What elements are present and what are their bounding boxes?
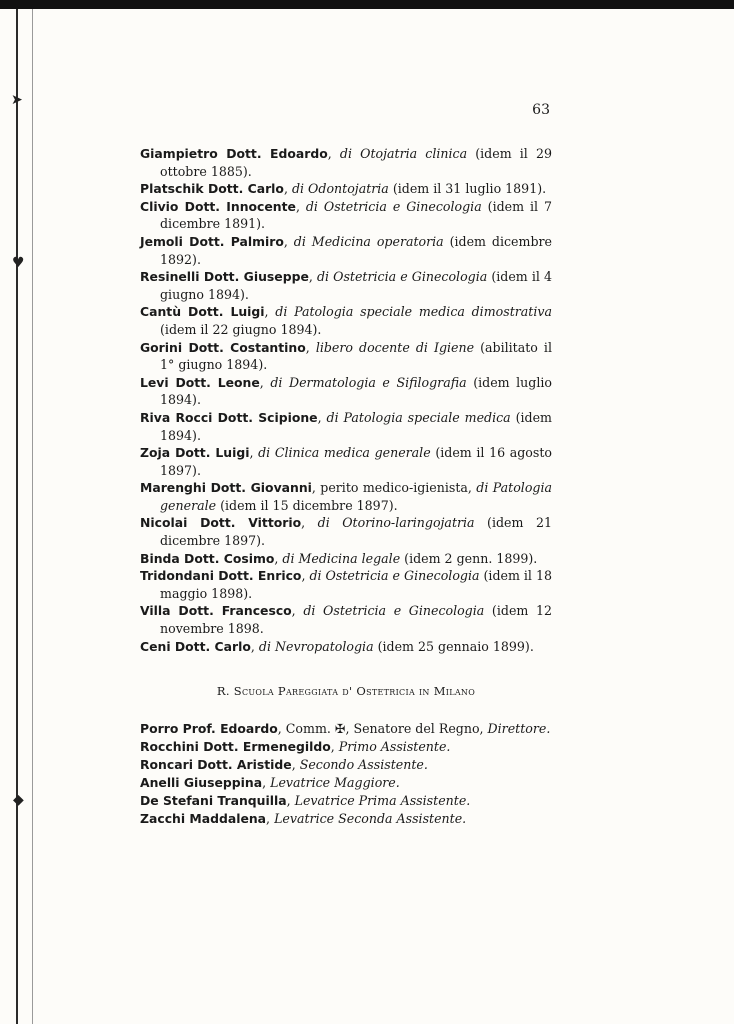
list-item: Gorini Dott. Costantino, libero docente di Igiene (abilitato il 1° giugno 1894). — [140, 339, 552, 373]
entry-name: Levi Dott. Leone — [140, 374, 260, 390]
staff-list — [140, 720, 552, 828]
entry-name: Marenghi Dott. Giovanni — [140, 480, 312, 496]
entry-name: Rocchini Dott. Ermenegildo — [140, 739, 331, 754]
entry-name: Cantù Dott. Luigi — [140, 304, 265, 320]
entry-name: Zacchi Maddalena — [140, 811, 267, 826]
entry-name: Riva Rocci Dott. Scipione — [140, 409, 318, 425]
entry-name: Binda Dott. Cosimo — [140, 550, 275, 566]
page-number: 63 — [532, 102, 550, 118]
scan-binding-edge — [16, 9, 18, 1024]
entry-name: Jemoli Dott. Palmiro — [140, 233, 284, 249]
entry-name: Porro Prof. Edoardo — [140, 721, 278, 736]
list-item: Nicolai Dott. Vittorio, di Otorino-laringojatria (idem 21 dicembre 1897). — [140, 515, 552, 549]
binding-clip-icon: ♥ — [12, 255, 25, 271]
list-item: De Stefani Tranquilla, Levatrice Prima Assistente. — [140, 793, 471, 808]
entry-name: Zoja Dott. Luigi — [140, 445, 250, 461]
section-heading: R. Scuola Pareggiata d' Ostetricia in Milano — [216, 684, 476, 698]
entry-name: Anelli Giuseppina — [140, 775, 263, 790]
list-item: Marenghi Dott. Giovanni, perito medico-igienista, di Patologia generale (idem il 15 dicembre 1897). — [140, 480, 553, 513]
list-item: Binda Dott. Cosimo, di Medicina legale (idem 2 genn. 1899). — [140, 550, 538, 566]
list-item: Villa Dott. Francesco, di Ostetricia e Ginecologia (idem 12 novembre 1898. — [140, 603, 552, 637]
entry-name: Platschik Dott. Carlo — [140, 181, 284, 197]
list-item: Jemoli Dott. Palmiro, di Medicina operatoria (idem dicembre 1892). — [140, 233, 552, 267]
list-item: Platschik Dott. Carlo, di Odontojatria (idem il 31 luglio 1891). — [140, 181, 547, 197]
cross-icon: ✠ — [334, 721, 346, 736]
list-item: Zacchi Maddalena, Levatrice Seconda Assistente. — [140, 811, 467, 826]
list-item: Levi Dott. Leone, di Dermatologia e Sifilografia (idem luglio 1894). — [140, 374, 552, 408]
list-item: Tridondani Dott. Enrico, di Ostetricia e Ginecologia (idem il 18 maggio 1898). — [140, 568, 552, 601]
entry-name: Villa Dott. Francesco — [140, 603, 292, 619]
list-item: Clivio Dott. Innocente, di Ostetricia e Ginecologia (idem il 7 dicembre 1891). — [140, 198, 552, 232]
lecturers-list — [140, 145, 552, 655]
list-item: Giampietro Dott. Edoardo, di Otojatria clinica (idem il 29 ottobre 1885). — [140, 146, 553, 179]
scan-binding-shadow — [32, 9, 33, 1024]
list-item: Cantù Dott. Luigi, di Patologia speciale medica dimostrativa (idem il 22 giugno 1894). — [140, 304, 552, 337]
list-item: Roncari Dott. Aristide, Secondo Assistente. — [140, 757, 428, 772]
list-item: Porro Prof. Edoardo, Comm. ✠, Senatore del Regno, Direttore. — [140, 721, 551, 736]
entry-name: Resinelli Dott. Giuseppe — [140, 269, 309, 285]
entry-name: De Stefani Tranquilla — [140, 793, 287, 808]
entry-name: Giampietro Dott. Edoardo — [140, 146, 328, 161]
entry-name: Clivio Dott. Innocente — [140, 198, 296, 214]
scan-top-border — [0, 0, 734, 9]
list-item: Zoja Dott. Luigi, di Clinica medica generale (idem il 16 agosto 1897). — [140, 445, 552, 478]
entry-name: Tridondani Dott. Enrico — [140, 568, 302, 584]
list-item: Anelli Giuseppina, Levatrice Maggiore. — [140, 775, 400, 790]
entry-name: Gorini Dott. Costantino — [140, 339, 306, 355]
entry-name: Ceni Dott. Carlo — [140, 638, 251, 654]
entry-name: Nicolai Dott. Vittorio — [140, 515, 302, 531]
list-item: Rocchini Dott. Ermenegildo, Primo Assistente. — [140, 739, 451, 754]
list-item: Riva Rocci Dott. Scipione, di Patologia speciale medica (idem 1894). — [140, 409, 552, 443]
entry-name: Roncari Dott. Aristide — [140, 757, 292, 772]
list-item: Resinelli Dott. Giuseppe, di Ostetricia e Ginecologia (idem il 4 giugno 1894). — [140, 269, 553, 302]
binding-mark-icon: ◆ — [13, 792, 24, 808]
list-item: Ceni Dott. Carlo, di Nevropatologia (idem 25 gennaio 1899). — [140, 638, 534, 654]
binding-mark-icon: ➤ — [11, 92, 23, 108]
